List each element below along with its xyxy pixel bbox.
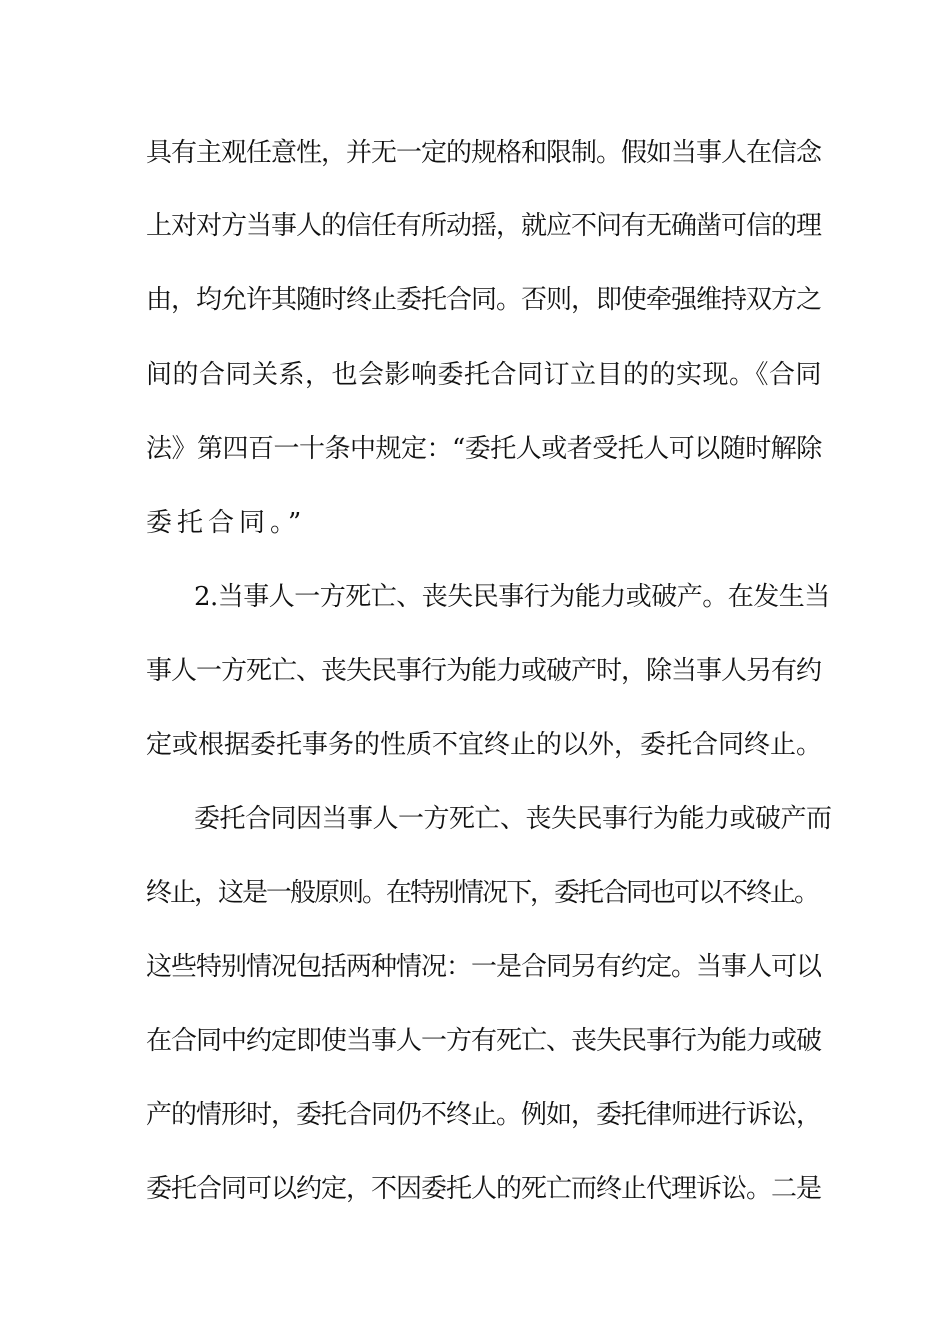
text-line: 定或根据委托事务的性质不宜终止的以外，委托合同终止。 bbox=[146, 730, 823, 760]
text-line: 产的情形时，委托合同仍不终止。例如，委托律师进行诉讼， bbox=[146, 1100, 822, 1130]
text-line: 具有主观任意性，并无一定的规格和限制。假如当事人在信念 bbox=[146, 138, 822, 168]
text-line: 法》第四百一十条中规定：“委托人或者受托人可以随时解除 bbox=[146, 434, 822, 464]
text-line: 由，均允许其随时终止委托合同。否则，即使牵强维持双方之 bbox=[146, 285, 822, 315]
text-line: 委托合同。” bbox=[146, 508, 307, 538]
text-line: 委托合同可以约定，不因委托人的死亡而终止代理诉讼。二是 bbox=[146, 1174, 822, 1204]
text-line: 事人一方死亡、丧失民事行为能力或破产时，除当事人另有约 bbox=[146, 656, 822, 686]
text-line: 间的合同关系，也会影响委托合同订立目的的实现。《合同 bbox=[146, 360, 823, 390]
text-line: 2.当事人一方死亡、丧失民事行为能力或破产。在发生当 bbox=[194, 582, 830, 612]
text-line: 委托合同因当事人一方死亡、丧失民事行为能力或破产而 bbox=[194, 804, 832, 834]
text-line: 上对对方当事人的信任有所动摇，就应不问有无确凿可信的理 bbox=[146, 211, 822, 241]
text-line: 这些特别情况包括两种情况：一是合同另有约定。当事人可以 bbox=[146, 952, 822, 982]
text-line: 在合同中约定即使当事人一方有死亡、丧失民事行为能力或破 bbox=[146, 1026, 822, 1056]
text-line: 终止，这是一般原则。在特别情况下，委托合同也可以不终止。 bbox=[146, 878, 819, 908]
